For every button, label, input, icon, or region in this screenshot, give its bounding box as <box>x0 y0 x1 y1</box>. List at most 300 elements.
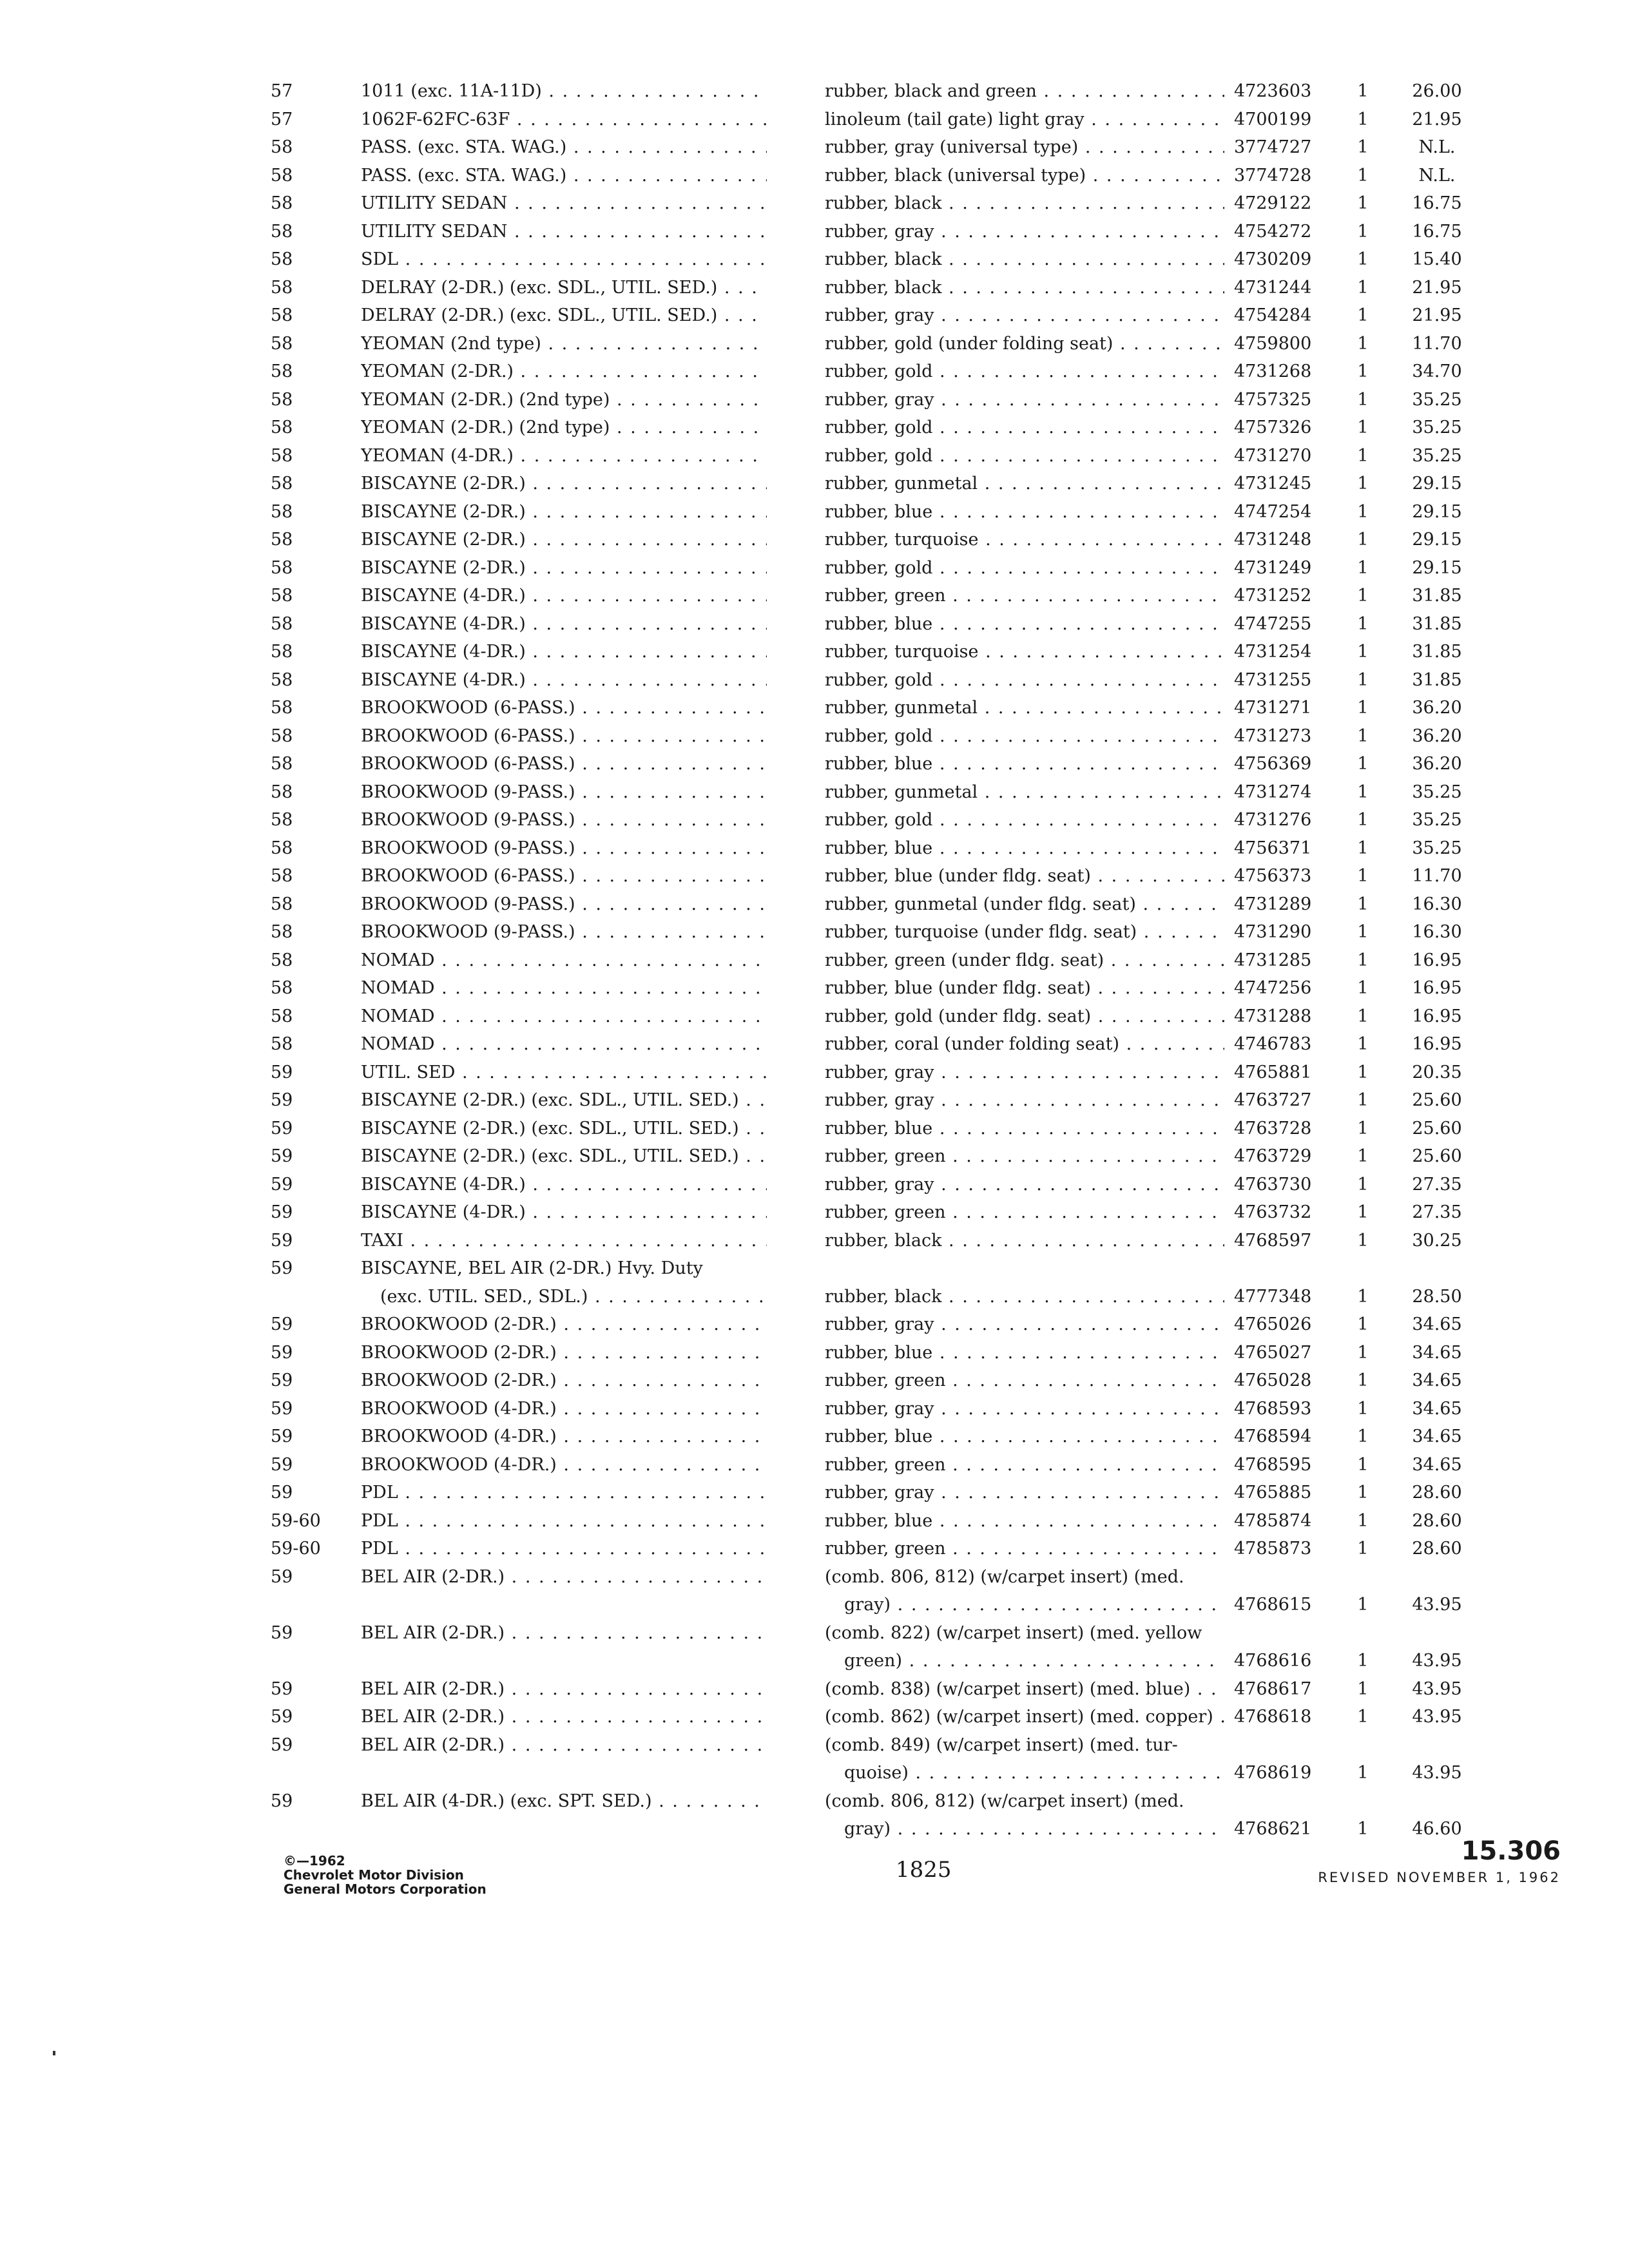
part-number-cell: 4731248 <box>1234 530 1312 550</box>
year-cell: 58 <box>271 165 293 186</box>
table-row <box>271 526 1482 554</box>
part-number-cell: 4765027 <box>1234 1342 1312 1363</box>
year-cell: 58 <box>271 754 293 774</box>
year-cell: 59 <box>271 1678 293 1699</box>
model-text: BEL AIR (2-DR.) . . . <box>361 1619 767 1648</box>
quantity-cell: 1 <box>1357 557 1369 578</box>
part-number-cell: 4731289 <box>1234 894 1312 914</box>
model-cell <box>361 582 767 610</box>
model-cell <box>361 358 767 386</box>
description-text-continued: gray) . . . <box>825 1815 1224 1843</box>
year-cell: 59 <box>271 1398 293 1419</box>
table-row <box>271 1227 1482 1255</box>
part-number-cell: 4768616 <box>1234 1651 1312 1671</box>
table-row <box>271 1059 1482 1087</box>
description-text: rubber, black . . . <box>825 189 1224 218</box>
part-number-cell: 4768615 <box>1234 1595 1312 1615</box>
description-text: rubber, gold . . . <box>825 414 1224 442</box>
model-cell <box>361 1703 767 1731</box>
description-cell <box>825 1731 1224 1787</box>
description-text: rubber, green . . . <box>825 1367 1224 1395</box>
description-text: rubber, coral (under folding seat) . . . <box>825 1030 1224 1059</box>
price-cell: 29.15 <box>1412 557 1462 578</box>
model-text: DELRAY (2-DR.) (exc. SDL., UTIL. SED.) . . . <box>361 302 767 330</box>
description-cell <box>825 1254 1224 1311</box>
table-row <box>271 554 1482 582</box>
description-cell <box>825 750 1224 778</box>
model-cell <box>361 1423 767 1451</box>
price-cell: 34.65 <box>1412 1454 1462 1475</box>
model-cell <box>361 610 767 639</box>
part-number-cell: 4747255 <box>1234 613 1312 634</box>
description-text: rubber, blue . . . <box>825 1507 1224 1535</box>
model-cell <box>361 1254 767 1311</box>
part-number-cell: 4768619 <box>1234 1763 1312 1783</box>
table-row <box>271 245 1482 274</box>
year-cell: 58 <box>271 501 293 522</box>
model-text: BROOKWOOD (4-DR.) . . . <box>361 1395 767 1423</box>
model-cell <box>361 1227 767 1255</box>
model-text: PDL . . . <box>361 1507 767 1535</box>
model-cell <box>361 1367 767 1395</box>
description-cell <box>825 1507 1224 1535</box>
price-cell: 11.70 <box>1412 866 1462 886</box>
year-cell: 59 <box>271 1258 293 1278</box>
description-text: (comb. 806, 812) (w/carpet insert) (med. <box>825 1791 1184 1811</box>
part-number-cell: 4763730 <box>1234 1174 1312 1195</box>
quantity-cell: 1 <box>1357 277 1369 298</box>
model-text: BISCAYNE (2-DR.) (exc. SDL., UTIL. SED.) . . . <box>361 1086 767 1115</box>
year-cell: 58 <box>271 642 293 662</box>
part-number-cell: 4731254 <box>1234 642 1312 662</box>
table-row <box>271 1507 1482 1535</box>
quantity-cell: 1 <box>1357 866 1369 886</box>
description-text: rubber, gold . . . <box>825 806 1224 834</box>
price-cell: 31.85 <box>1412 669 1462 690</box>
description-text: rubber, blue . . . <box>825 498 1224 526</box>
quantity-cell: 1 <box>1357 1427 1369 1446</box>
description-text: rubber, gray . . . <box>825 386 1224 414</box>
description-text: rubber, green . . . <box>825 1451 1224 1479</box>
part-number-cell: 4756369 <box>1234 754 1312 774</box>
price-cell: 16.95 <box>1412 978 1462 998</box>
table-row <box>271 1003 1482 1031</box>
footer-copyright-block <box>284 1854 487 1896</box>
table-row <box>271 162 1482 190</box>
price-cell: 28.60 <box>1412 1539 1462 1559</box>
description-text: rubber, blue . . . <box>825 610 1224 639</box>
description-cell <box>825 498 1224 526</box>
description-text: rubber, turquoise . . . <box>825 526 1224 554</box>
division-line: Chevrolet Motor Division <box>284 1867 464 1883</box>
description-cell <box>825 1535 1224 1563</box>
model-cell <box>361 1171 767 1199</box>
table-row <box>271 1311 1482 1339</box>
year-cell: 58 <box>271 782 293 802</box>
model-text: BISCAYNE (2-DR.) (exc. SDL., UTIL. SED.) . . . <box>361 1142 767 1171</box>
quantity-cell: 1 <box>1357 1314 1369 1334</box>
quantity-cell: 1 <box>1357 1286 1369 1307</box>
model-text: PASS. (exc. STA. WAG.) . . . <box>361 162 767 190</box>
description-cell <box>825 1059 1224 1087</box>
description-text-continued: quoise) . . . <box>825 1759 1224 1787</box>
table-row <box>271 1423 1482 1451</box>
price-cell: 31.85 <box>1412 586 1462 606</box>
year-cell: 58 <box>271 361 293 381</box>
price-cell: 28.50 <box>1412 1286 1462 1307</box>
table-row <box>271 947 1482 975</box>
description-cell <box>825 1142 1224 1171</box>
description-text: rubber, black . . . <box>825 274 1224 302</box>
table-row <box>271 862 1482 890</box>
table-row <box>271 1198 1482 1227</box>
model-text: BROOKWOOD (4-DR.) . . . <box>361 1423 767 1451</box>
description-cell <box>825 1171 1224 1199</box>
part-number-cell: 4747256 <box>1234 978 1312 998</box>
quantity-cell: 1 <box>1357 838 1369 858</box>
part-number-cell: 3774727 <box>1234 137 1312 157</box>
year-cell: 58 <box>271 277 293 298</box>
model-cell <box>361 750 767 778</box>
description-text-continued: green) . . . <box>825 1647 1224 1675</box>
price-cell: 43.95 <box>1412 1707 1462 1727</box>
price-cell: 35.25 <box>1412 445 1462 466</box>
part-number-cell: 4768593 <box>1234 1398 1312 1419</box>
description-cell <box>825 274 1224 302</box>
quantity-cell: 1 <box>1357 501 1369 522</box>
description-text: rubber, gold (under folding seat) . . . <box>825 330 1224 358</box>
model-text: BISCAYNE (4-DR.) . . . <box>361 1198 767 1227</box>
description-cell <box>825 1227 1224 1255</box>
model-text: UTILITY SEDAN . . . <box>361 218 767 246</box>
model-cell <box>361 1395 767 1423</box>
price-cell: 43.95 <box>1412 1678 1462 1699</box>
price-cell: 35.25 <box>1412 838 1462 858</box>
quantity-cell: 1 <box>1357 305 1369 325</box>
description-text: rubber, gray (universal type) . . . <box>825 133 1224 162</box>
table-row <box>271 1142 1482 1171</box>
model-text: YEOMAN (2nd type) . . . <box>361 330 767 358</box>
model-text: YEOMAN (2-DR.) . . . <box>361 358 767 386</box>
year-cell: 59-60 <box>271 1539 321 1559</box>
part-number-cell: 4768617 <box>1234 1678 1312 1699</box>
part-number-cell: 4731245 <box>1234 474 1312 494</box>
year-cell: 58 <box>271 669 293 690</box>
price-cell: 11.70 <box>1412 333 1462 354</box>
model-text: SDL . . . <box>361 245 767 274</box>
description-cell <box>825 386 1224 414</box>
part-number-cell: 4731252 <box>1234 586 1312 606</box>
scan-speck <box>53 2051 55 2055</box>
model-text: NOMAD . . . <box>361 1030 767 1059</box>
model-text: BROOKWOOD (9-PASS.) . . . <box>361 918 767 947</box>
quantity-cell: 1 <box>1357 1342 1369 1363</box>
price-cell: 21.95 <box>1412 305 1462 325</box>
model-text: BISCAYNE (4-DR.) . . . <box>361 582 767 610</box>
model-cell <box>361 526 767 554</box>
part-number-cell: 4765885 <box>1234 1483 1312 1503</box>
part-number-cell: 4763727 <box>1234 1090 1312 1110</box>
table-row <box>271 694 1482 722</box>
description-text: rubber, gold . . . <box>825 442 1224 470</box>
table-row <box>271 358 1482 386</box>
price-cell: N.L. <box>1418 137 1456 157</box>
quantity-cell: 1 <box>1357 978 1369 998</box>
quantity-cell: 1 <box>1357 754 1369 774</box>
description-text: rubber, green (under fldg. seat) . . . <box>825 947 1224 975</box>
quantity-cell: 1 <box>1357 698 1369 718</box>
model-text: BISCAYNE (4-DR.) . . . <box>361 638 767 666</box>
table-row <box>271 1479 1482 1507</box>
table-row <box>271 1339 1482 1367</box>
description-text: rubber, gray . . . <box>825 1171 1224 1199</box>
table-row <box>271 918 1482 947</box>
year-cell: 58 <box>271 613 293 634</box>
model-cell <box>361 302 767 330</box>
description-cell <box>825 1563 1224 1619</box>
model-cell <box>361 1535 767 1563</box>
corporation-line: General Motors Corporation <box>284 1881 487 1897</box>
year-cell: 59 <box>271 1146 293 1166</box>
quantity-cell: 1 <box>1357 1707 1369 1727</box>
description-text: rubber, green . . . <box>825 1198 1224 1227</box>
table-row <box>271 414 1482 442</box>
description-text: rubber, black . . . <box>825 245 1224 274</box>
table-row <box>271 1787 1482 1843</box>
description-cell <box>825 1030 1224 1059</box>
quantity-cell: 1 <box>1357 726 1369 746</box>
part-number-cell: 4785874 <box>1234 1510 1312 1531</box>
quantity-cell: 1 <box>1357 530 1369 550</box>
model-cell <box>361 1731 767 1760</box>
model-cell <box>361 1311 767 1339</box>
table-row <box>271 106 1482 134</box>
quantity-cell: 1 <box>1357 1819 1369 1839</box>
table-row <box>271 442 1482 470</box>
price-cell: 35.25 <box>1412 810 1462 830</box>
year-cell: 59 <box>271 1622 293 1643</box>
price-cell: 35.25 <box>1412 782 1462 802</box>
description-text: rubber, blue (under fldg. seat) . . . <box>825 862 1224 890</box>
quantity-cell: 1 <box>1357 1454 1369 1475</box>
model-cell <box>361 274 767 302</box>
description-text: rubber, green . . . <box>825 1535 1224 1563</box>
table-row <box>271 1367 1482 1395</box>
table-row <box>271 218 1482 246</box>
year-cell: 58 <box>271 389 293 410</box>
price-cell: 20.35 <box>1412 1062 1462 1082</box>
description-cell <box>825 974 1224 1003</box>
quantity-cell: 1 <box>1357 1006 1369 1026</box>
description-cell <box>825 1198 1224 1227</box>
price-cell: 34.65 <box>1412 1370 1462 1390</box>
model-cell <box>361 218 767 246</box>
part-number-cell: 4731249 <box>1234 557 1312 578</box>
year-cell: 59 <box>271 1566 293 1587</box>
description-cell <box>825 1003 1224 1031</box>
description-text: rubber, green . . . <box>825 582 1224 610</box>
price-cell: 26.00 <box>1412 81 1462 101</box>
table-row <box>271 610 1482 639</box>
model-cell <box>361 470 767 498</box>
price-cell: 34.65 <box>1412 1398 1462 1419</box>
part-number-cell: 4763728 <box>1234 1118 1312 1139</box>
quantity-cell: 1 <box>1357 1118 1369 1139</box>
model-cell <box>361 106 767 134</box>
model-text: TAXI . . . <box>361 1227 767 1255</box>
table-row <box>271 470 1482 498</box>
description-text: rubber, gold . . . <box>825 554 1224 582</box>
part-number-cell: 4700199 <box>1234 109 1312 130</box>
copyright-line: ©—1962 <box>284 1853 345 1869</box>
quantity-cell: 1 <box>1357 613 1369 634</box>
quantity-cell: 1 <box>1357 669 1369 690</box>
quantity-cell: 1 <box>1357 249 1369 269</box>
model-text: NOMAD . . . <box>361 974 767 1003</box>
model-cell <box>361 1675 767 1704</box>
year-cell: 58 <box>271 418 293 437</box>
table-row <box>271 498 1482 526</box>
description-cell <box>825 1115 1224 1143</box>
model-text: BEL AIR (2-DR.) . . . <box>361 1563 767 1591</box>
table-row <box>271 638 1482 666</box>
model-cell <box>361 1787 767 1816</box>
year-cell: 59 <box>271 1427 293 1446</box>
year-cell: 59 <box>271 1342 293 1363</box>
model-text: BROOKWOOD (6-PASS.) . . . <box>361 694 767 722</box>
model-text: BEL AIR (4-DR.) (exc. SPT. SED.) . . . <box>361 1787 767 1816</box>
description-text: (comb. 806, 812) (w/carpet insert) (med. <box>825 1566 1184 1587</box>
table-row <box>271 77 1482 106</box>
model-text: BROOKWOOD (9-PASS.) . . . <box>361 778 767 807</box>
table-row <box>271 1703 1482 1731</box>
description-cell <box>825 554 1224 582</box>
model-cell <box>361 133 767 162</box>
price-cell: 43.95 <box>1412 1651 1462 1671</box>
description-text: (comb. 849) (w/carpet insert) (med. tur- <box>825 1735 1178 1755</box>
part-number-cell: 4768595 <box>1234 1454 1312 1475</box>
price-cell: 16.95 <box>1412 950 1462 970</box>
description-cell <box>825 1339 1224 1367</box>
quantity-cell: 1 <box>1357 1034 1369 1054</box>
model-cell <box>361 189 767 218</box>
price-cell: 15.40 <box>1412 249 1462 269</box>
quantity-cell: 1 <box>1357 1483 1369 1503</box>
model-cell <box>361 918 767 947</box>
model-cell <box>361 638 767 666</box>
description-cell <box>825 302 1224 330</box>
model-text: BROOKWOOD (9-PASS.) . . . <box>361 806 767 834</box>
description-cell <box>825 918 1224 947</box>
description-cell <box>825 806 1224 834</box>
part-number-cell: 4768618 <box>1234 1707 1312 1727</box>
model-cell <box>361 1563 767 1591</box>
part-number-cell: 4768621 <box>1234 1819 1312 1839</box>
price-cell: 27.35 <box>1412 1174 1462 1195</box>
part-number-cell: 4731270 <box>1234 445 1312 466</box>
price-cell: 30.25 <box>1412 1230 1462 1251</box>
description-text: (comb. 838) (w/carpet insert) (med. blue) . . . <box>825 1675 1224 1704</box>
quantity-cell: 1 <box>1357 642 1369 662</box>
table-row <box>271 778 1482 807</box>
model-text: 1062F-62FC-63F . . . <box>361 106 767 134</box>
description-cell <box>825 442 1224 470</box>
quantity-cell: 1 <box>1357 1651 1369 1671</box>
quantity-cell: 1 <box>1357 1202 1369 1222</box>
table-row <box>271 1395 1482 1423</box>
quantity-cell: 1 <box>1357 922 1369 942</box>
year-cell: 58 <box>271 810 293 830</box>
price-cell: 27.35 <box>1412 1202 1462 1222</box>
price-cell: 43.95 <box>1412 1595 1462 1615</box>
year-cell: 59 <box>271 1314 293 1334</box>
part-number-cell: 4731285 <box>1234 950 1312 970</box>
quantity-cell: 1 <box>1357 1510 1369 1531</box>
price-cell: 29.15 <box>1412 501 1462 522</box>
model-cell <box>361 1198 767 1227</box>
model-text: PDL . . . <box>361 1479 767 1507</box>
description-cell <box>825 1479 1224 1507</box>
year-cell: 59-60 <box>271 1510 321 1531</box>
table-row <box>271 582 1482 610</box>
description-cell <box>825 77 1224 106</box>
description-cell <box>825 1367 1224 1395</box>
year-cell: 59 <box>271 1090 293 1110</box>
description-text: rubber, turquoise . . . <box>825 638 1224 666</box>
description-text: rubber, blue . . . <box>825 834 1224 863</box>
model-cell <box>361 1059 767 1087</box>
part-number-cell: 4731276 <box>1234 810 1312 830</box>
description-text: rubber, blue (under fldg. seat) . . . <box>825 974 1224 1003</box>
description-cell <box>825 582 1224 610</box>
description-text: rubber, blue . . . <box>825 1423 1224 1451</box>
year-cell: 58 <box>271 698 293 718</box>
price-cell: 46.60 <box>1412 1819 1462 1839</box>
price-cell: 16.30 <box>1412 894 1462 914</box>
year-cell: 58 <box>271 137 293 157</box>
year-cell: 59 <box>271 1062 293 1082</box>
model-text: BEL AIR (2-DR.) . . . <box>361 1703 767 1731</box>
model-text: BISCAYNE (2-DR.) . . . <box>361 526 767 554</box>
model-cell <box>361 1003 767 1031</box>
quantity-cell: 1 <box>1357 193 1369 213</box>
table-row <box>271 1563 1482 1619</box>
description-text: rubber, blue . . . <box>825 1115 1224 1143</box>
description-cell <box>825 1311 1224 1339</box>
year-cell: 58 <box>271 950 293 970</box>
year-cell: 59 <box>271 1202 293 1222</box>
part-number-cell: 4765881 <box>1234 1062 1312 1082</box>
model-cell <box>361 245 767 274</box>
model-text: DELRAY (2-DR.) (exc. SDL., UTIL. SED.) . . . <box>361 274 767 302</box>
year-cell: 58 <box>271 305 293 325</box>
year-cell: 59 <box>271 1118 293 1139</box>
quantity-cell: 1 <box>1357 221 1369 242</box>
description-cell <box>825 470 1224 498</box>
description-text: rubber, blue . . . <box>825 1339 1224 1367</box>
model-text: BROOKWOOD (6-PASS.) . . . <box>361 722 767 751</box>
table-row <box>271 1030 1482 1059</box>
price-cell: 31.85 <box>1412 613 1462 634</box>
quantity-cell: 1 <box>1357 445 1369 466</box>
year-cell: 57 <box>271 81 293 101</box>
model-cell <box>361 862 767 890</box>
model-cell <box>361 1507 767 1535</box>
description-text: rubber, gray . . . <box>825 1311 1224 1339</box>
quantity-cell: 1 <box>1357 165 1369 186</box>
part-number-cell: 4731255 <box>1234 669 1312 690</box>
model-text: YEOMAN (2-DR.) (2nd type) . . . <box>361 414 767 442</box>
